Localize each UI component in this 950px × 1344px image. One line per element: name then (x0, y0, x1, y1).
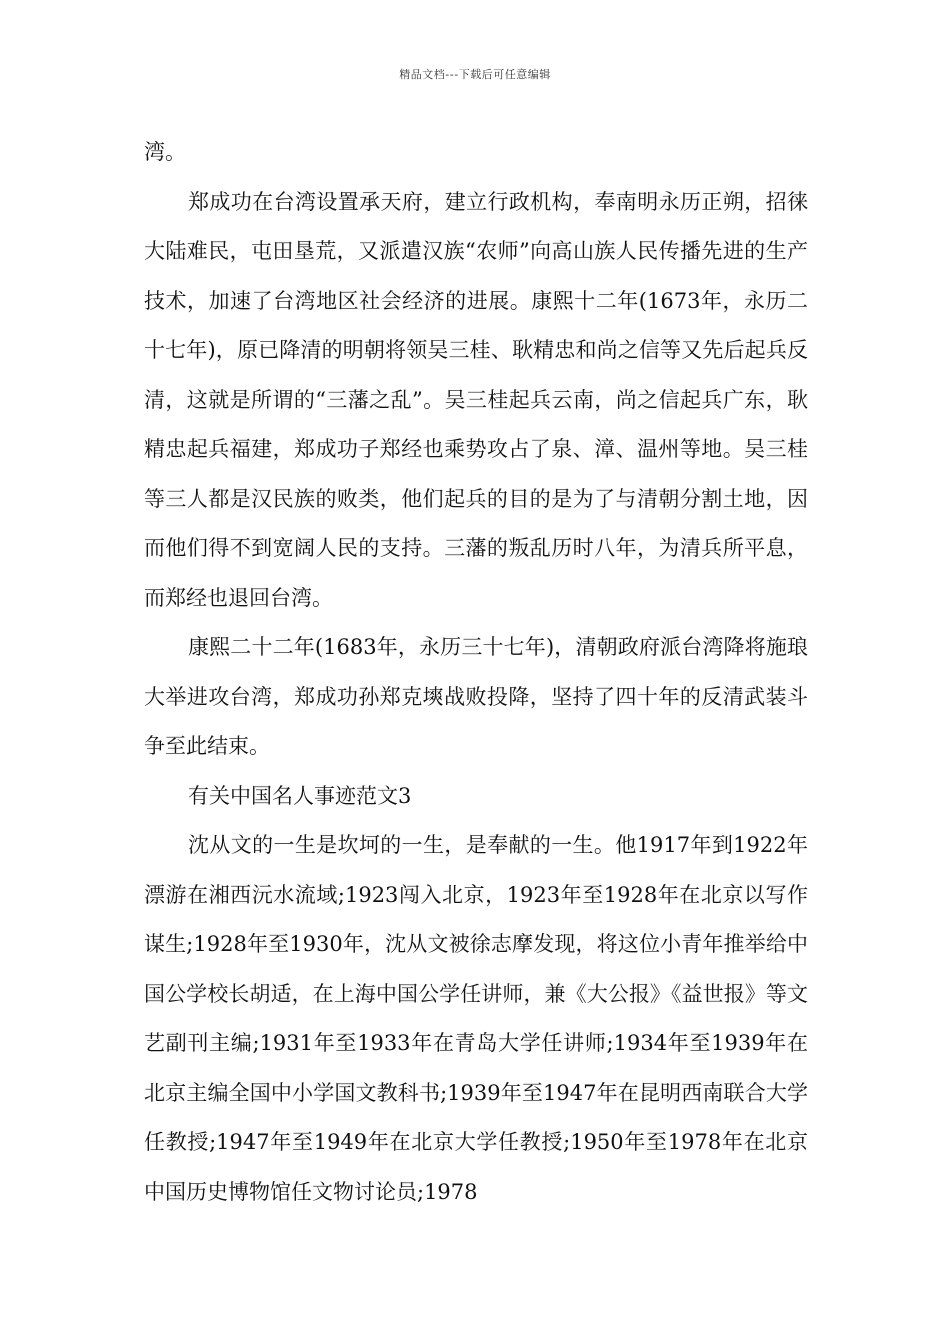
document-body (144, 128, 808, 1217)
paragraph: 沈从文的一生是坎坷的一生，是奉献的一生。他1917年到1922年漂游在湘西沅水流域;1923闯入北京，1923年至1928年在北京以写作谋生;1928年至1930年，沈从文被徐志摩发现，将这位小青年推举给中国公学校长胡适，在上海中国公学任讲师，兼《大公报》《益世报》等文艺副刊主编;1931年至1933年在青岛大学任讲师;1934年至1939年在北京主编全国中小学国文教科书;1939年至1947年在昆明西南联合大学任教授;1947年至1949年在北京大学任教授;1950年至1978年在北京中国历史博物馆任文物讨论员;1978 (144, 833, 808, 1204)
paragraph: 湾。 (144, 140, 186, 164)
paragraph: 郑成功在台湾设置承天府，建立行政机构，奉南明永历正朔，招徕大陆难民，屯田垦荒，又派遣汉族“农师”向高山族人民传播先进的生产技术，加速了台湾地区社会经济的进展。康熙十二年(1673年，永历二十七年)，原已降清的明朝将领吴三桂、耿精忠和尚之信等又先后起兵反清，这就是所谓的“三藩之乱”。吴三桂起兵云南，尚之信起兵广东，耿精忠起兵福建，郑成功子郑经也乘势攻占了泉、漳、温州等地。吴三桂等三人都是汉民族的败类，他们起兵的目的是为了与清朝分割土地，因而他们得不到宽阔人民的支持。三藩的叛乱历时八年，为清兵所平息，而郑经也退回台湾。 (144, 189, 808, 610)
section-title: 有关中国名人事迹范文3 (188, 783, 412, 808)
page-header: 精品文档---下载后可任意编辑 (399, 68, 551, 81)
paragraph: 康熙二十二年(1683年，永历三十七年)，清朝政府派台湾降将施琅大举进攻台湾，郑成功孙郑克塽战败投降，坚持了四十年的反清武装斗争至此结束。 (144, 635, 808, 758)
